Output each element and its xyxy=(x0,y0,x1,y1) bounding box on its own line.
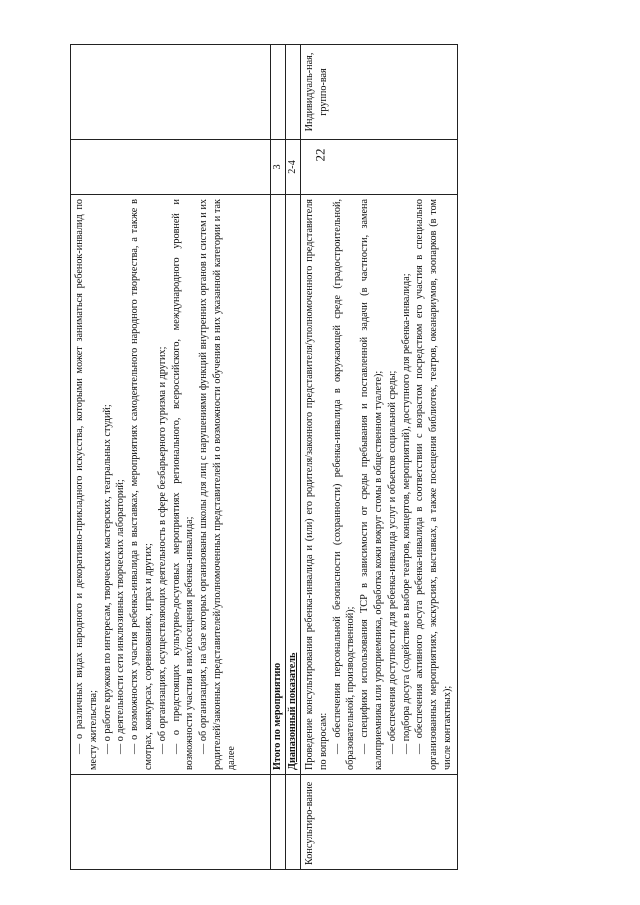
list-item: — о работе кружков по интересам, творческих мастерских, театральных студий; xyxy=(101,404,113,754)
list-item: — о различных видах народного и декоративно-прикладного искусства, которыми может заниматься ребенок-инвалид по месту жительства; xyxy=(74,199,99,770)
range-label: Диапазонный показатель xyxy=(286,195,301,775)
services-table xyxy=(70,44,458,870)
intro-text: Проведение консультирования ребенка-инвалида и (или) его родителя/законного представителя/уполномоченного представителя по вопросам: xyxy=(304,199,329,770)
total-label: Итого по мероприятию xyxy=(271,195,286,775)
cell-quantity xyxy=(301,140,458,195)
list-item: — о возможностях участия ребенка-инвалида в выставках, мероприятиях самодеятельного народного творчества, а также в смотрах, конкурсах, соревнованиях, играх и других; xyxy=(129,199,154,770)
list-item: — об организациях, на базе которых организованы школы для лиц с нарушениями функций внутренних органов и систем и их родителей/законных представителей/уполномоченных представителей и о возможности обучения в них указанной категории и так далее xyxy=(198,199,237,770)
range-row xyxy=(286,45,301,870)
table-row xyxy=(71,45,271,870)
range-value: 2-4 xyxy=(286,140,301,195)
cell-form: Индивидуаль-ная, группо-вая xyxy=(301,45,458,140)
cell-content xyxy=(301,195,458,775)
page-number: 22 xyxy=(312,148,327,162)
cell-quantity xyxy=(71,140,271,195)
list-item: — подбора досуга (содействие в выборе театров, концертов, мероприятий), доступного для ребенка-инвалида; xyxy=(400,273,412,754)
table-row xyxy=(301,45,458,870)
list-item: — специфики использования ТСР в зависимости от среды пребывания и поставленной задачи (в частности, замена калоприемника или уроприемника, обработка кожи вокруг стомы в общественном туалете); xyxy=(359,199,384,770)
rotated-table-container xyxy=(70,45,453,870)
list-item: — о предстоящих культурно-досуговых мероприятиях регионального, всероссийского, международного уровней и возможности участия в них/посещения ребенка-инвалида; xyxy=(170,199,196,770)
list-item: — обеспечения активного досуга ребенка-инвалида в соответствии с возрастом посредством его участия в специально организованных мероприятиях, экскурсиях, выставках, а также посещения библиотек, театров, океанариумов, зоопарков (в том числе контактных); xyxy=(414,199,453,770)
total-value: 3 xyxy=(271,140,286,195)
list-item: — обеспечения персональной безопасности (сохранности) ребенка-инвалида в окружающей среде (градостроительной, образовательной, производственной); xyxy=(331,199,357,770)
cell-form xyxy=(71,45,271,140)
cell-service-name: Консультиро-вание xyxy=(301,775,458,870)
total-row xyxy=(271,45,286,870)
list-item: — о деятельности сети инклюзивных творческих лабораторий; xyxy=(115,479,127,754)
list-item: — обеспечения доступности для ребенка-инвалида услуг и объектов социальной среды; xyxy=(386,370,398,754)
list-item: — об организациях, осуществляющих деятельность в сфере безбарьерного туризма и других; xyxy=(156,346,168,754)
cell-content xyxy=(71,195,271,775)
cell-service-name xyxy=(71,775,271,870)
